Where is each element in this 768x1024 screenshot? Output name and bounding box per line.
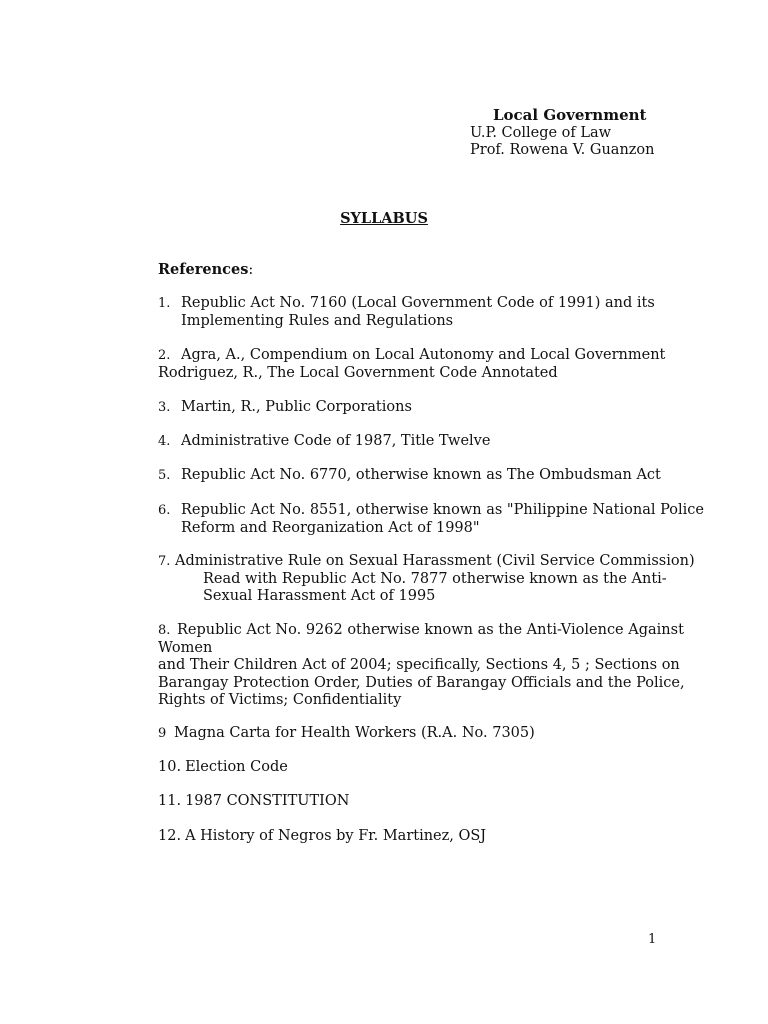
syllabus-heading: SYLLABUS — [340, 210, 428, 227]
course-title: Local Government — [493, 106, 647, 124]
references-colon: : — [248, 262, 254, 278]
reference-number: 1. — [158, 296, 171, 311]
reference-number: 4. — [158, 434, 171, 449]
reference-item-11 — [158, 793, 658, 811]
reference-line: Barangay Protection Order, Duties of Barangay Officials and the Police, — [158, 674, 685, 691]
reference-line: Administrative Rule on Sexual Harassment (Civil Service Commission) — [175, 553, 695, 569]
reference-line: Republic Act No. 9262 otherwise known as the Anti-Violence Against — [177, 622, 684, 638]
reference-number: 10. — [158, 759, 182, 775]
reference-item-7 — [158, 553, 695, 606]
reference-line: Women — [158, 639, 213, 656]
reference-number: 11. — [158, 793, 182, 809]
reference-number: 9 — [158, 726, 167, 741]
reference-item-5 — [158, 467, 661, 485]
reference-line: and Their Children Act of 2004; specifically, Sections 4, 5 ; Sections on — [158, 657, 680, 673]
reference-item-12 — [158, 828, 658, 846]
reference-line: Martin, R., Public Corporations — [181, 399, 412, 415]
reference-line: Implementing Rules and Regulations — [181, 312, 454, 329]
institution-name: U.P. College of Law — [470, 124, 612, 141]
reference-line: Republic Act No. 6770, otherwise known as The Ombudsman Act — [181, 467, 661, 483]
reference-item-6 — [158, 502, 704, 537]
references-label: References — [158, 261, 249, 278]
reference-item-1 — [158, 295, 658, 330]
reference-number: 3. — [158, 400, 171, 415]
reference-number: 7. — [158, 554, 171, 569]
reference-item-10 — [158, 759, 658, 777]
reference-item-4 — [158, 433, 658, 451]
reference-number: 2. — [158, 348, 171, 363]
reference-line: Magna Carta for Health Workers (R.A. No. 7305) — [174, 725, 535, 741]
reference-item-2 — [158, 347, 666, 382]
reference-line: Sexual Harassment Act of 1995 — [203, 588, 436, 604]
reference-line: Administrative Code of 1987, Title Twelve — [181, 433, 491, 449]
reference-line: A History of Negros by Fr. Martinez, OSJ — [185, 828, 487, 844]
reference-line: Read with Republic Act No. 7877 otherwise known as the Anti- — [203, 570, 667, 587]
reference-line: Agra, A., Compendium on Local Autonomy and Local Government — [181, 347, 666, 363]
reference-line: 1987 CONSTITUTION — [185, 793, 350, 809]
reference-line: Rights of Victims; Confidentiality — [158, 692, 402, 708]
reference-number: 12. — [158, 828, 182, 844]
reference-line: Rodriguez, R., The Local Government Code Annotated — [158, 364, 558, 381]
reference-number: 8. — [158, 623, 171, 638]
page-number: 1 — [648, 932, 657, 947]
references-heading — [158, 261, 253, 280]
reference-item-3 — [158, 399, 658, 417]
reference-line: Reform and Reorganization Act of 1998" — [181, 519, 480, 536]
professor-name: Prof. Rowena V. Guanzon — [470, 142, 655, 158]
reference-line: Election Code — [185, 759, 288, 775]
document-header — [470, 107, 655, 160]
reference-line: Republic Act No. 7160 (Local Government Code of 1991) and its — [181, 295, 655, 311]
reference-line: Republic Act No. 8551, otherwise known as "Philippine National Police — [181, 502, 704, 518]
reference-item-9 — [158, 725, 658, 743]
reference-item-8 — [158, 622, 685, 710]
reference-number: 5. — [158, 468, 171, 483]
reference-number: 6. — [158, 503, 171, 518]
